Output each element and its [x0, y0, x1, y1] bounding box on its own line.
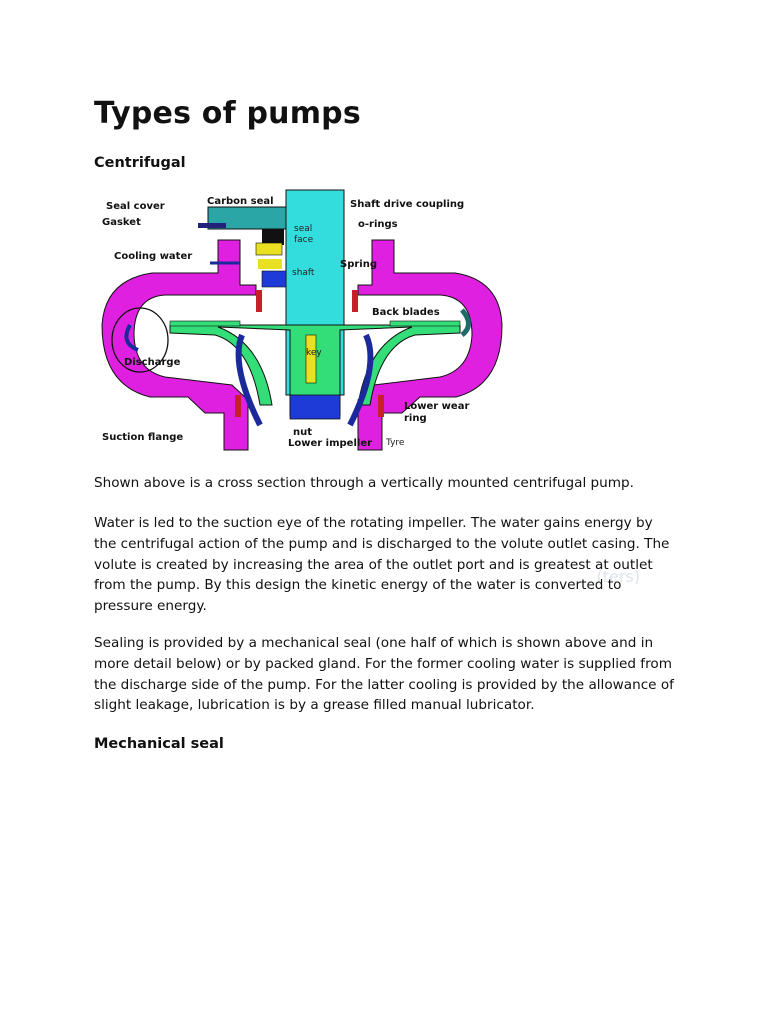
spring	[258, 259, 282, 269]
back-blades-arrow	[462, 310, 469, 335]
label-spring: Spring	[340, 259, 377, 270]
label-lower-wear-ring-1: Lower wear	[404, 401, 470, 412]
paragraph-3-line: slight leakage, lubrication is by a grease filled manual lubricator.	[94, 697, 535, 714]
section-heading-centrifugal: Centrifugal	[94, 155, 186, 171]
back-blade-plate	[170, 321, 240, 326]
key	[306, 335, 316, 383]
label-discharge: Discharge	[124, 357, 181, 368]
centrifugal-pump-diagram	[90, 185, 510, 455]
volute-casing-right	[358, 240, 502, 450]
label-cooling-water: Cooling water	[114, 251, 193, 262]
carbon-seal	[256, 243, 282, 255]
paragraph-2-line: from the pump. By this design the kinetic energy of the water is converted to	[94, 577, 622, 594]
label-lower-wear-ring-2: ring	[404, 413, 427, 424]
watermark-text: (ters)	[596, 567, 640, 586]
label-o-rings: o-rings	[358, 219, 398, 230]
gasket	[198, 223, 226, 228]
paragraph-3-line: more detail below) or by packed gland. For the former cooling water is supplied from	[94, 655, 672, 672]
nut	[290, 395, 340, 419]
lower-wear-ring-left	[235, 395, 241, 417]
label-tyre: Tyre	[386, 438, 405, 448]
label-lower-impeller: Lower impeller	[288, 438, 373, 449]
paragraph-3-line: Sealing is provided by a mechanical seal (one half of which is shown above and in	[94, 635, 654, 651]
label-back-blades: Back blades	[372, 307, 440, 318]
lower-wear-ring-right	[378, 395, 384, 417]
label-suction-flange: Suction flange	[102, 432, 184, 443]
label-seal-face-2: face	[294, 235, 314, 245]
label-nut: nut	[293, 427, 313, 438]
paragraph-2-line: volute is created by increasing the area of the outlet port and is greatest at outlet	[94, 556, 653, 573]
upper-wear-ring-right	[352, 290, 358, 312]
label-seal-face-1: seal	[294, 224, 313, 234]
paragraph-2-line: Water is led to the suction eye of the rotating impeller. The water gains energy by	[94, 515, 653, 531]
paragraph-1	[94, 473, 694, 494]
label-gasket: Gasket	[102, 217, 141, 228]
paragraph-2-line: the centrifugal action of the pump and is discharged to the volute outlet casing. The	[94, 535, 670, 552]
upper-wear-ring-left	[256, 290, 262, 312]
o-ring-block	[262, 271, 286, 287]
seal-face	[262, 229, 284, 245]
paragraph-3-line: the discharge side of the pump. For the latter cooling is provided by the allowance of	[94, 676, 674, 693]
paragraph-2-line: pressure energy.	[94, 598, 207, 615]
paragraph-2	[94, 513, 694, 617]
label-shaft-drive-coupling: Shaft drive coupling	[350, 199, 465, 210]
label-seal-cover: Seal cover	[106, 201, 165, 212]
back-blade-plate-right	[390, 321, 460, 326]
page-title: Types of pumps	[94, 96, 361, 131]
label-shaft: shaft	[292, 268, 315, 278]
paragraph-1-line: Shown above is a cross section through a vertically mounted centrifugal pump.	[94, 475, 634, 491]
label-carbon-seal: Carbon seal	[207, 196, 274, 207]
paragraph-3	[94, 633, 694, 716]
label-key: key	[306, 348, 322, 358]
section-heading-mechanical-seal: Mechanical seal	[94, 736, 224, 752]
